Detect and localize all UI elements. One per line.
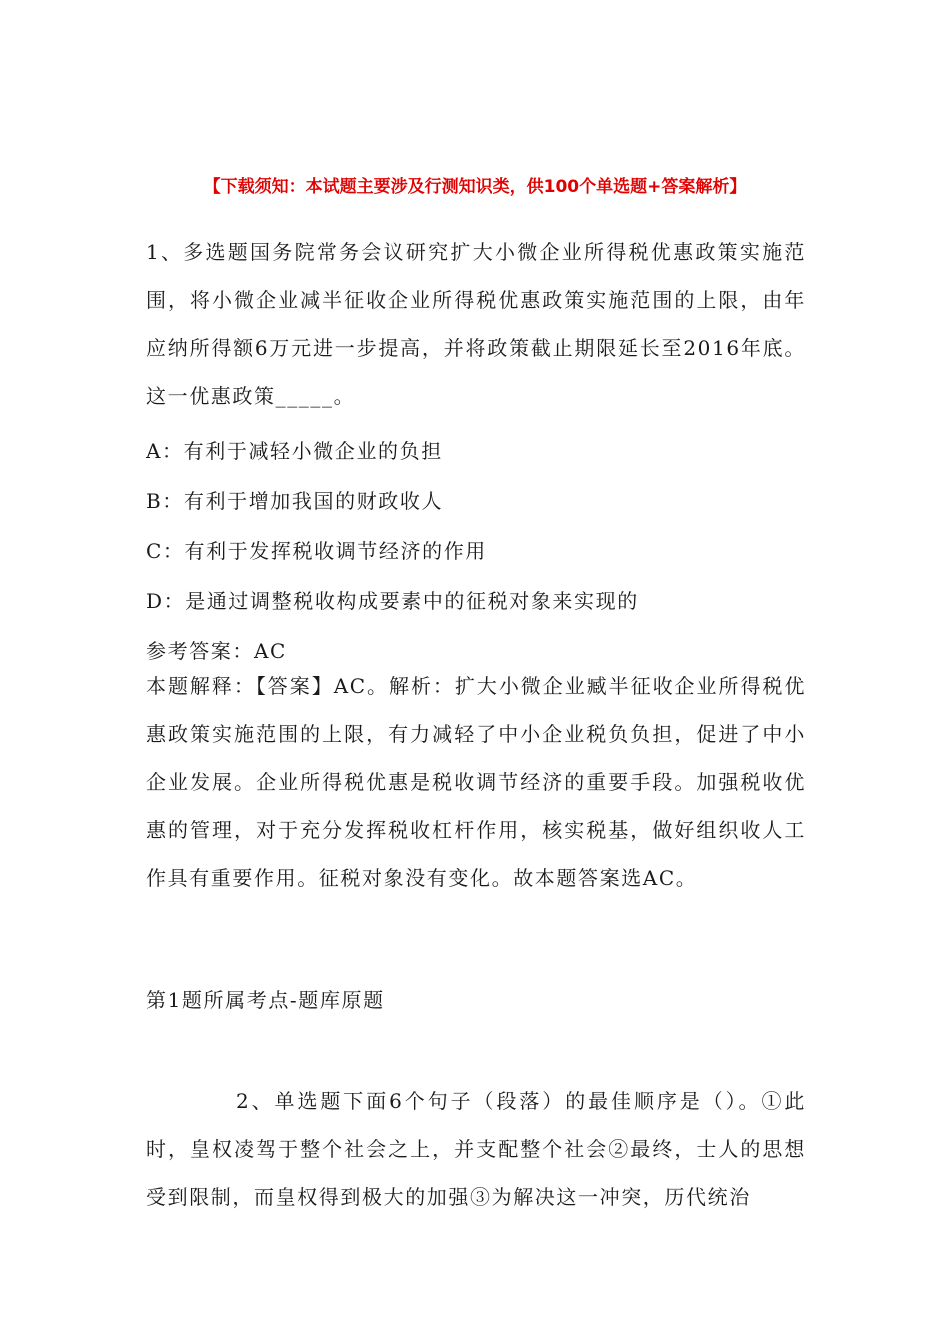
question-1-explanation [146,662,806,902]
explanation-text: 本题解释：【答案】AC。解析：扩大小微企业臧半征收企业所得税优惠政策实施范围的上限，有力减轻了中小企业税负负担，促进了中小企业发展。企业所得税优惠是税收调节经济的重要手段。加强税收优惠的管理，对于充分发挥税收杠杆作用，核实税基，做好组织收人工作具有重要作用。征税对象没有变化。故本题答案选AC。 [146,674,806,890]
option-a: A：有利于减轻小微企业的负担 [146,439,443,463]
question-1-stem [146,228,806,420]
option-c: C：有利于发挥税收调节经济的作用 [146,539,487,563]
knowledge-point: 第1题所属考点-题库原题 [146,988,385,1012]
option-d: D：是通过调整税收构成要素中的征税对象来实现的 [146,589,639,613]
question-2-text: 2、单选题下面6个句子（段落）的最佳顺序是（）。①此时，皇权凌驾于整个社会之上，并支配整个社会②最终，士人的思想受到限制，而皇权得到极大的加强③为解决这一冲突，历代统治 [146,1089,806,1209]
question-2-stem [146,1077,806,1221]
reference-answer: 参考答案：AC [146,639,287,663]
question-1-text: 1、多选题国务院常务会议研究扩大小微企业所得税优惠政策实施范围，将小微企业减半征收企业所得税优惠政策实施范围的上限，由年应纳所得额6万元进一步提高，并将政策截止期限延长至2016年底。这一优惠政策_____。 [146,240,806,408]
download-notice: 【下载须知：本试题主要涉及行测知识类，供100个单选题+答案解析】 [203,177,747,197]
option-b: B：有利于增加我国的财政收人 [146,489,444,513]
